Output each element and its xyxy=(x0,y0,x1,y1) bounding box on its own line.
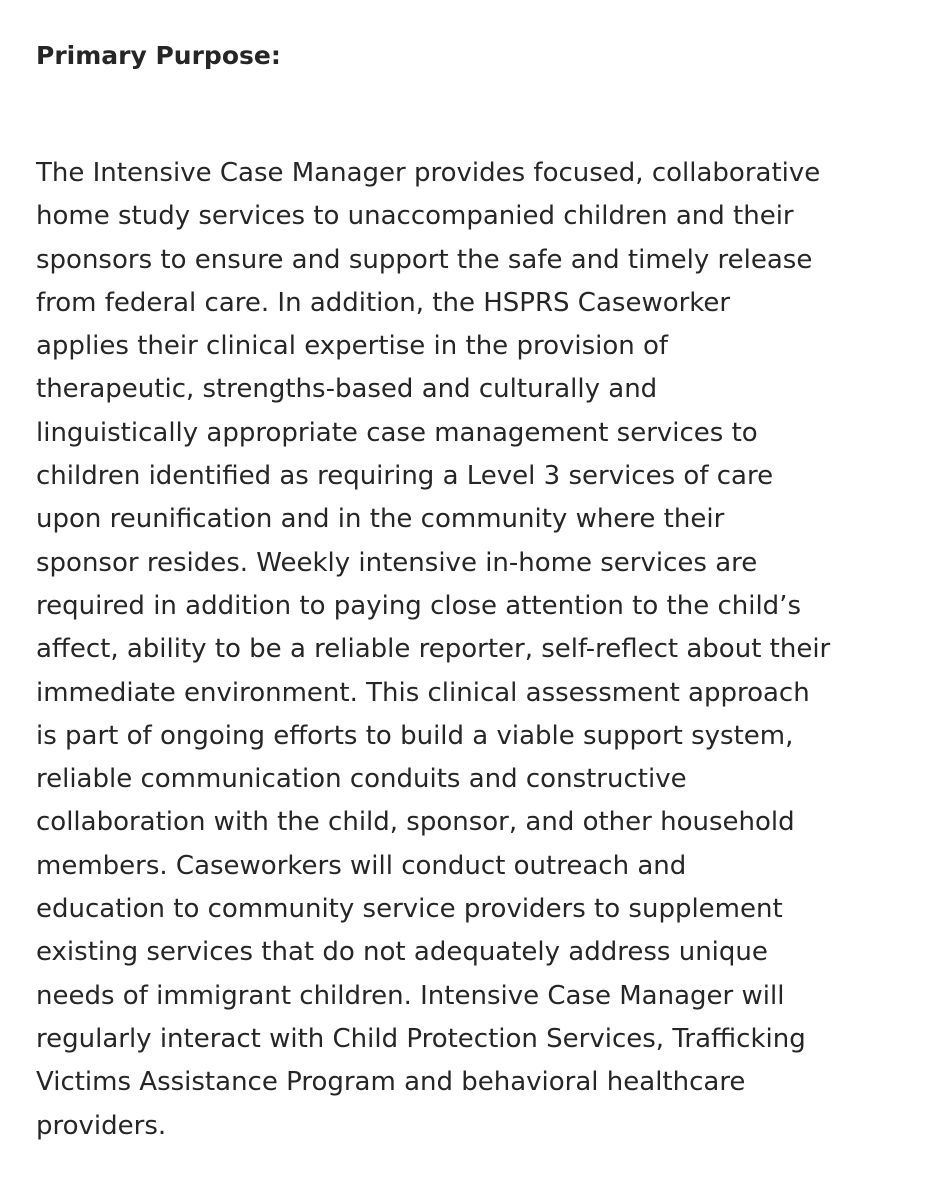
paragraph-line: is part of ongoing efforts to build a viable support system, xyxy=(36,720,794,751)
paragraph-line: Victims Assistance Program and behavioral healthcare xyxy=(36,1067,746,1098)
paragraph-line: needs of immigrant children. Intensive Case Manager will xyxy=(36,980,785,1011)
section-heading: Primary Purpose: xyxy=(36,41,281,70)
paragraph-line: collaboration with the child, sponsor, and other household xyxy=(36,807,795,838)
paragraph-line: from federal care. In addition, the HSPRS Caseworker xyxy=(36,287,731,318)
paragraph-line: required in addition to paying close attention to the child’s xyxy=(36,590,801,621)
paragraph-line: applies their clinical expertise in the provision of xyxy=(36,331,669,362)
paragraph-line: affect, ability to be a reliable reporter, self-reflect about their xyxy=(36,634,831,665)
paragraph-line: sponsors to ensure and support the safe and timely release xyxy=(36,244,813,275)
paragraph-line: education to community service providers to supplement xyxy=(36,894,783,925)
paragraph-line: providers. xyxy=(36,1110,167,1141)
paragraph-line: The Intensive Case Manager provides focused, collaborative xyxy=(36,158,821,188)
paragraph-line: therapeutic, strengths-based and culturally and xyxy=(36,374,658,405)
paragraph-line: regularly interact with Child Protection Services, Trafficking xyxy=(36,1023,806,1054)
paragraph-line: linguistically appropriate case management services to xyxy=(36,417,758,448)
paragraph-line: sponsor resides. Weekly intensive in-home services are xyxy=(36,547,758,578)
body-paragraph xyxy=(36,152,896,1148)
paragraph-line: upon reunification and in the community where their xyxy=(36,504,725,535)
paragraph-line: immediate environment. This clinical assessment approach xyxy=(36,677,810,708)
paragraph-line: children identified as requiring a Level 3 services of care xyxy=(36,461,774,492)
paragraph-line: reliable communication conduits and constructive xyxy=(36,764,687,795)
paragraph-line: existing services that do not adequately address unique xyxy=(36,937,768,968)
paragraph-line: members. Caseworkers will conduct outreach and xyxy=(36,850,687,881)
paragraph-line: home study services to unaccompanied children and their xyxy=(36,201,794,232)
